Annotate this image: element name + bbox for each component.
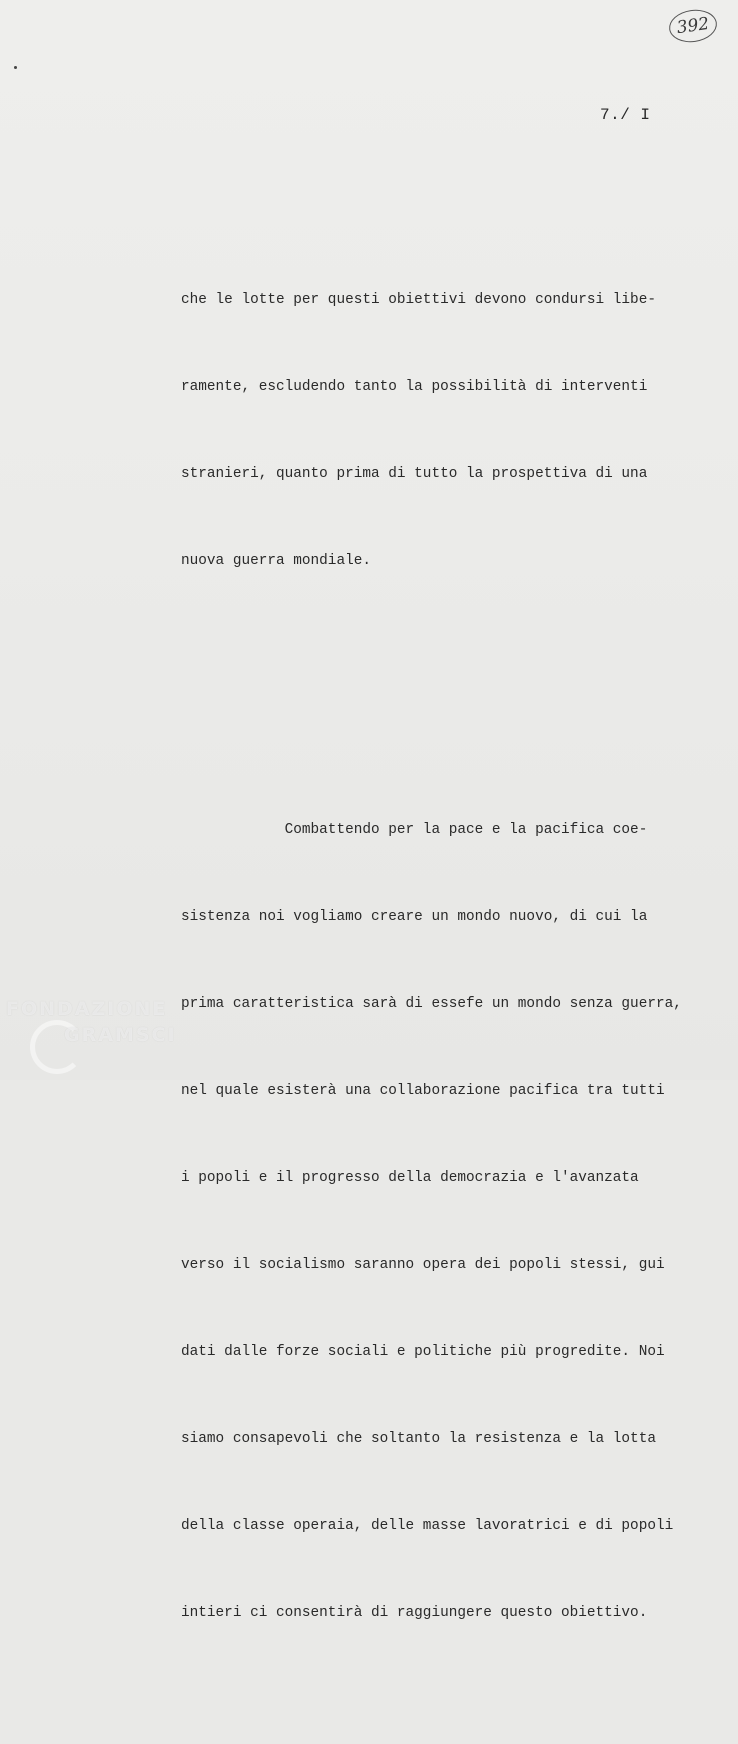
text-line: intieri ci consentirà di raggiungere questo obiettivo. <box>181 1605 648 1621</box>
text-line: nel quale esisterà una collaborazione pacifica tra tutti <box>181 1083 665 1099</box>
archive-stamp: 392 <box>667 7 719 45</box>
text-line: stranieri, quanto prima di tutto la prospettiva di una <box>181 466 648 482</box>
text-line: prima caratteristica sarà di essefe un mondo senza guerra, <box>181 996 682 1012</box>
text-line: della classe operaia, delle masse lavoratrici e di popoli <box>181 1518 674 1534</box>
typed-text-body <box>181 170 721 1744</box>
watermark-line-2: GRAMSCI <box>64 1024 177 1046</box>
ink-mark <box>14 66 17 69</box>
text-line: Combattendo per la pace e la pacifica coe- <box>181 822 648 838</box>
paragraph-2 <box>181 758 721 1686</box>
watermark-line-1: FONDAZIONE <box>6 998 168 1020</box>
page-number: 7./ I <box>600 106 651 124</box>
watermark <box>6 998 186 1046</box>
text-line: ramente, escludendo tanto la possibilità di interventi <box>181 379 648 395</box>
text-line: siamo consapevoli che soltanto la resistenza e la lotta <box>181 1431 656 1447</box>
text-line: che le lotte per questi obiettivi devono condursi libe- <box>181 292 656 308</box>
paragraph-1 <box>181 228 721 634</box>
text-line: nuova guerra mondiale. <box>181 553 371 569</box>
text-line: verso il socialismo saranno opera dei popoli stessi, gui <box>181 1257 665 1273</box>
text-line: sistenza noi vogliamo creare un mondo nuovo, di cui la <box>181 909 648 925</box>
text-line: dati dalle forze sociali e politiche più progredite. Noi <box>181 1344 665 1360</box>
text-line: i popoli e il progresso della democrazia e l'avanzata <box>181 1170 639 1186</box>
